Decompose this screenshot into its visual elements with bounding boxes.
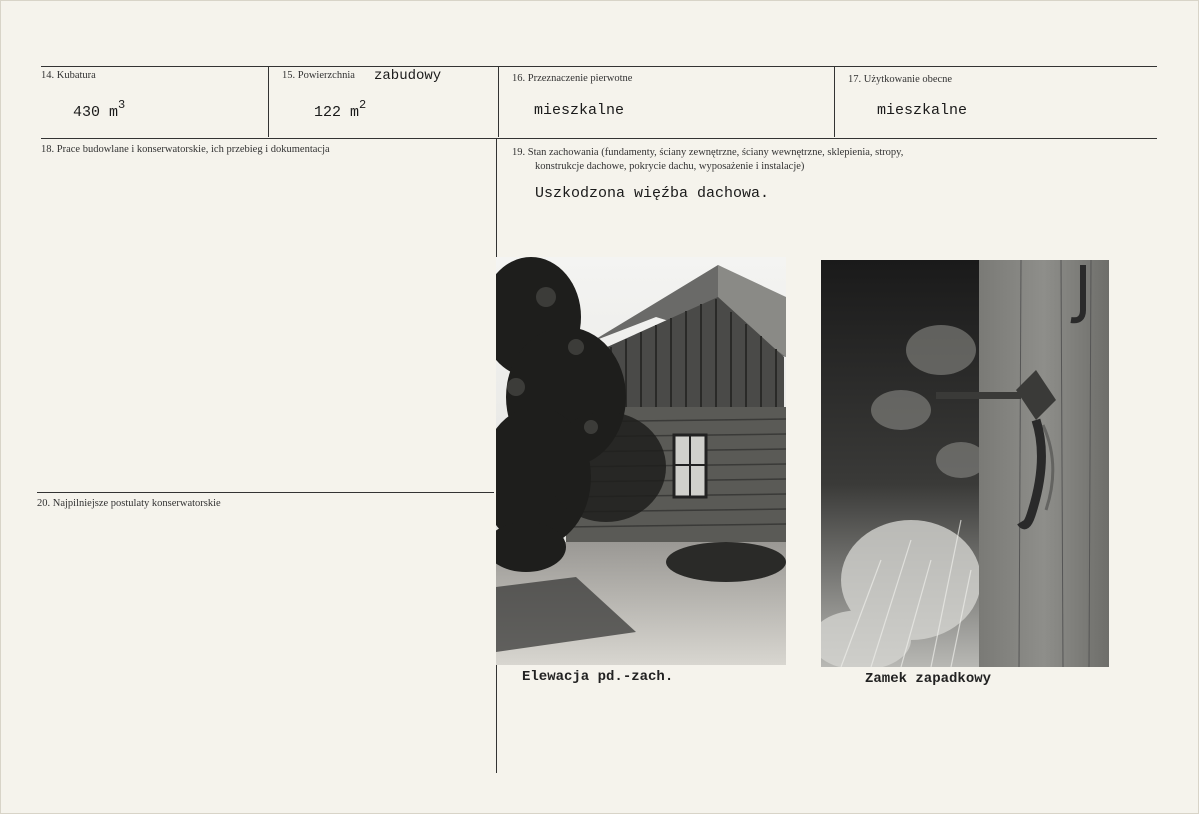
- field-19-label-line1: 19. Stan zachowania (fundamenty, ściany zewnętrzne, ściany wewnętrzne, sklepienia, stropy,: [512, 147, 904, 158]
- rule-18-20: [37, 492, 494, 493]
- house-photo-image: [496, 257, 786, 665]
- photo-elevation: [496, 257, 786, 665]
- photo-latch-caption: Zamek zapadkowy: [865, 671, 992, 687]
- field-19-value: Uszkodzona więźba dachowa.: [535, 185, 770, 202]
- field-16-label: 16. Przeznaczenie pierwotne: [512, 73, 633, 84]
- field-15-value: 122 $m^2$: [314, 98, 367, 121]
- header-rule: [41, 138, 1157, 139]
- divider-15-16: [498, 67, 499, 137]
- divider-14-15: [268, 67, 269, 137]
- field-17-value: mieszkalne: [877, 102, 968, 119]
- latch-photo-image: [821, 260, 1109, 667]
- divider-16-17: [834, 67, 835, 137]
- photo-latch: [821, 260, 1109, 667]
- field-15-label: 15. Powierzchnia: [282, 70, 355, 81]
- field-14-label: 14. Kubatura: [41, 70, 96, 81]
- top-rule: [41, 66, 1157, 67]
- photo-elevation-caption: Elewacja pd.-zach.: [522, 669, 674, 685]
- field-19-label-line2: konstrukcje dachowe, pokrycie dachu, wyposażenie i instalacje): [535, 161, 805, 172]
- field-20-label: 20. Najpilniejsze postulaty konserwatorskie: [37, 498, 221, 509]
- field-17-label: 17. Użytkowanie obecne: [848, 74, 953, 85]
- field-18-label: 18. Prace budowlane i konserwatorskie, ich przebieg i dokumentacja: [41, 144, 330, 155]
- field-16-value: mieszkalne: [534, 102, 625, 119]
- field-15-overtype: zabudowy: [374, 68, 442, 84]
- field-14-value: 430 $m^3$: [73, 98, 126, 121]
